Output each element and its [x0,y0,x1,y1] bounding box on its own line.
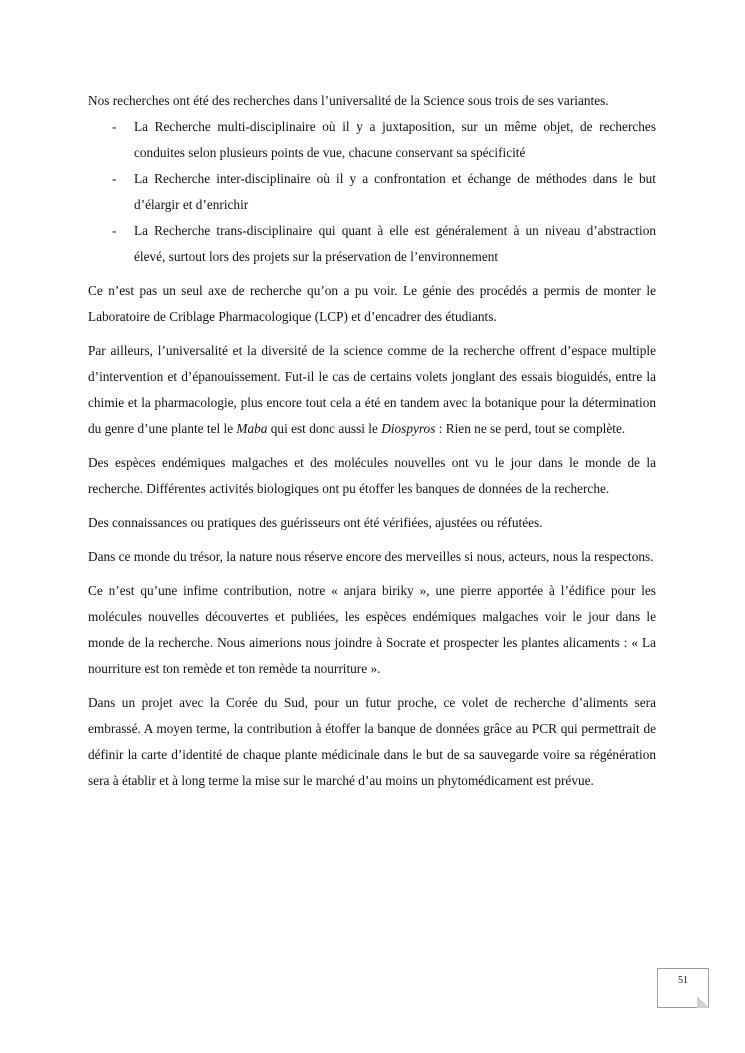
page-number: 51 [678,975,688,986]
universalite-text-mid: qui est donc aussi le [267,421,382,436]
variants-list [88,114,656,270]
maba-genus: Maba [236,421,268,436]
list-item-text: La Recherche trans-disciplinaire qui quant à elle est généralement à un niveau d’abstraction élevé, surtout lors des projets sur la préservation de l’environnement [134,223,656,264]
list-item-text: La Recherche inter-disciplinaire où il y a confrontation et échange de méthodes dans le but d’élargir et d’enrichir [134,171,656,212]
intro-paragraph: Nos recherches ont été des recherches dans l’universalité de la Science sous trois de ses variantes. [88,93,609,108]
list-item-text: La Recherche multi-disciplinaire où il y a juxtaposition, sur un même objet, de recherches conduites selon plusieurs points de vue, chacune conservant sa spécificité [134,119,656,160]
universalite-text-end: : Rien ne se perd, tout se complète. [435,421,626,436]
projet-paragraph: Dans un projet avec la Corée du Sud, pour un futur proche, ce volet de recherche d’aliments sera embrassé. A moyen terme, la contribution à étoffer la banque de données grâce au PCR qui permettrait de définir la carte d’identité de chaque plante médicinale dans le but de sa sauvegarde voire sa régénération sera à établir et à long terme la mise sur le marché d’au moins un phytomédicament est prévue. [88,695,656,788]
dash-bullet: - [112,119,117,134]
page-number-box [657,968,709,1008]
list-item [88,114,656,166]
document-body [88,88,656,802]
contribution-paragraph: Ce n’est qu’une infime contribution, notre « anjara biriky », une pierre apportée à l’édifice pour les molécules nouvelles découvertes et publiées, les espèces endémiques malgaches voir le jour dans le monde de la recherche. Nous aimerions nous joindre à Socrate et prospecter les plantes alicaments : « La nourriture est ton remède et ton remède ta nourriture ». [88,583,656,676]
tresor-paragraph: Dans ce monde du trésor, la nature nous réserve encore des merveilles si nous, acteurs, nous la respectons. [88,549,654,564]
connaissances-paragraph: Des connaissances ou pratiques des guérisseurs ont été vérifiées, ajustées ou réfutées. [88,515,543,530]
page-box-edge [657,1007,698,1008]
dash-bullet: - [112,171,117,186]
list-item [88,218,656,270]
universalite-text-start: Par ailleurs, l’universalité et la diversité de la science comme de la recherche offrent d’espace multiple d’intervention et d’épanouissement. Fut-il le cas de certains volets jonglant des essais bioguidés, entre la chimie et la pharmacologie, plus encore tout cela a été en tandem avec la botanique pour la détermination du genre d’une plante tel le [88,343,656,436]
dash-bullet: - [112,223,117,238]
universalite-paragraph [88,338,656,442]
page-fold-corner [697,996,709,1008]
list-item [88,166,656,218]
diospyros-genus: Diospyros [381,421,436,436]
axe-paragraph: Ce n’est pas un seul axe de recherche qu’on a pu voir. Le génie des procédés a permis de monter le Laboratoire de Criblage Pharmacologique (LCP) et d’encadrer des étudiants. [88,283,656,324]
especes-paragraph: Des espèces endémiques malgaches et des molécules nouvelles ont vu le jour dans le monde de la recherche. Différentes activités biologiques ont pu étoffer les banques de données de la recherche. [88,455,656,496]
